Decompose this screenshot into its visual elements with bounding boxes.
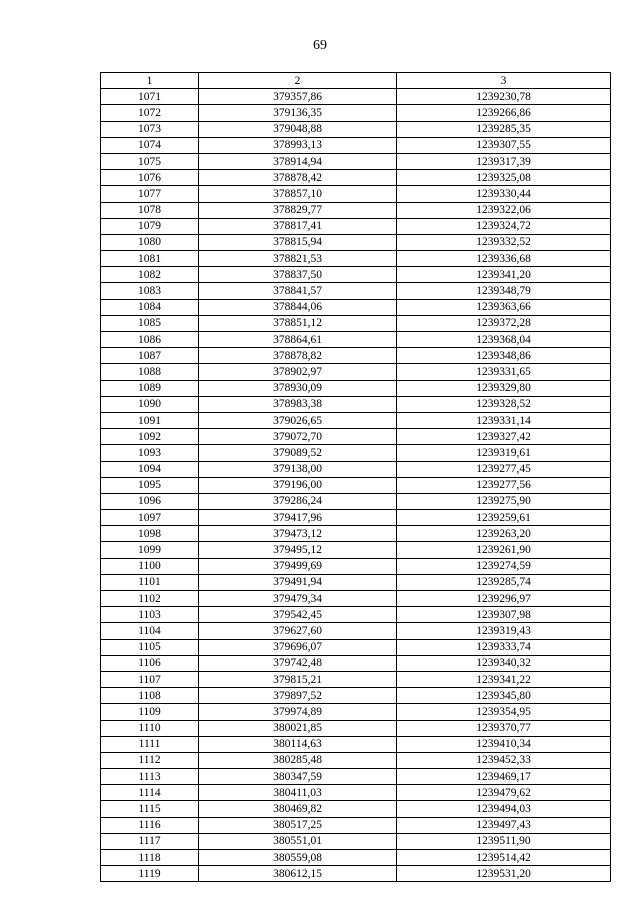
y-coordinate-cell: 1239370,77 — [397, 720, 611, 736]
x-coordinate-cell: 380559,08 — [199, 850, 397, 866]
point-number-cell: 1077 — [101, 186, 199, 202]
table-row — [101, 591, 611, 607]
point-number-cell: 1107 — [101, 671, 199, 687]
point-number-cell: 1097 — [101, 510, 199, 526]
table-row — [101, 267, 611, 283]
y-coordinate-cell: 1239452,33 — [397, 752, 611, 768]
point-number-cell: 1086 — [101, 332, 199, 348]
table-row — [101, 752, 611, 768]
y-coordinate-cell: 1239274,59 — [397, 558, 611, 574]
table-row — [101, 251, 611, 267]
x-coordinate-cell: 379357,86 — [199, 89, 397, 105]
y-coordinate-cell: 1239327,42 — [397, 429, 611, 445]
x-coordinate-cell: 379136,35 — [199, 105, 397, 121]
x-coordinate-cell: 379815,21 — [199, 671, 397, 687]
point-number-cell: 1100 — [101, 558, 199, 574]
table-row — [101, 510, 611, 526]
point-number-cell: 1083 — [101, 283, 199, 299]
x-coordinate-cell: 378878,82 — [199, 348, 397, 364]
y-coordinate-cell: 1239345,80 — [397, 688, 611, 704]
point-number-cell: 1087 — [101, 348, 199, 364]
x-coordinate-cell: 379499,69 — [199, 558, 397, 574]
y-coordinate-cell: 1239296,97 — [397, 591, 611, 607]
table-row — [101, 493, 611, 509]
table-header — [101, 73, 611, 89]
x-coordinate-cell: 379479,34 — [199, 591, 397, 607]
y-coordinate-cell: 1239317,39 — [397, 153, 611, 169]
point-number-cell: 1109 — [101, 704, 199, 720]
table-row — [101, 121, 611, 137]
table-row — [101, 105, 611, 121]
table-row — [101, 396, 611, 412]
x-coordinate-cell: 379196,00 — [199, 477, 397, 493]
x-coordinate-cell: 380517,25 — [199, 817, 397, 833]
table-row — [101, 364, 611, 380]
table-row — [101, 170, 611, 186]
y-coordinate-cell: 1239328,52 — [397, 396, 611, 412]
point-number-cell: 1118 — [101, 850, 199, 866]
y-coordinate-cell: 1239261,90 — [397, 542, 611, 558]
table-row — [101, 315, 611, 331]
x-coordinate-cell: 379742,48 — [199, 655, 397, 671]
y-coordinate-cell: 1239497,43 — [397, 817, 611, 833]
y-coordinate-cell: 1239372,28 — [397, 315, 611, 331]
y-coordinate-cell: 1239319,43 — [397, 623, 611, 639]
point-number-cell: 1116 — [101, 817, 199, 833]
x-coordinate-cell: 380285,48 — [199, 752, 397, 768]
table-body — [101, 89, 611, 882]
y-coordinate-cell: 1239341,22 — [397, 671, 611, 687]
x-coordinate-cell: 379491,94 — [199, 574, 397, 590]
point-number-cell: 1106 — [101, 655, 199, 671]
point-number-cell: 1099 — [101, 542, 199, 558]
x-coordinate-cell: 379974,89 — [199, 704, 397, 720]
x-coordinate-cell: 378837,50 — [199, 267, 397, 283]
y-coordinate-cell: 1239330,44 — [397, 186, 611, 202]
x-coordinate-cell: 379696,07 — [199, 639, 397, 655]
point-number-cell: 1102 — [101, 591, 199, 607]
table-row — [101, 299, 611, 315]
point-number-cell: 1111 — [101, 736, 199, 752]
y-coordinate-cell: 1239368,04 — [397, 332, 611, 348]
x-coordinate-cell: 379048,88 — [199, 121, 397, 137]
x-coordinate-cell: 380411,03 — [199, 785, 397, 801]
x-coordinate-cell: 378844,06 — [199, 299, 397, 315]
x-coordinate-cell: 378841,57 — [199, 283, 397, 299]
point-number-cell: 1092 — [101, 429, 199, 445]
y-coordinate-cell: 1239263,20 — [397, 526, 611, 542]
table-row — [101, 445, 611, 461]
y-coordinate-cell: 1239259,61 — [397, 510, 611, 526]
point-number-cell: 1095 — [101, 477, 199, 493]
x-coordinate-cell: 378930,09 — [199, 380, 397, 396]
y-coordinate-cell: 1239494,03 — [397, 801, 611, 817]
y-coordinate-cell: 1239324,72 — [397, 218, 611, 234]
y-coordinate-cell: 1239354,95 — [397, 704, 611, 720]
table-row — [101, 655, 611, 671]
column-header-3: 3 — [397, 73, 611, 89]
table-row — [101, 461, 611, 477]
x-coordinate-cell: 379138,00 — [199, 461, 397, 477]
x-coordinate-cell: 378815,94 — [199, 234, 397, 250]
y-coordinate-cell: 1239340,32 — [397, 655, 611, 671]
table-row — [101, 348, 611, 364]
table-row — [101, 332, 611, 348]
table-row — [101, 283, 611, 299]
y-coordinate-cell: 1239319,61 — [397, 445, 611, 461]
x-coordinate-cell: 378821,53 — [199, 251, 397, 267]
point-number-cell: 1091 — [101, 412, 199, 428]
table-row — [101, 866, 611, 882]
y-coordinate-cell: 1239410,34 — [397, 736, 611, 752]
point-number-cell: 1085 — [101, 315, 199, 331]
point-number-cell: 1089 — [101, 380, 199, 396]
table-row — [101, 186, 611, 202]
x-coordinate-cell: 378829,77 — [199, 202, 397, 218]
x-coordinate-cell: 379417,96 — [199, 510, 397, 526]
y-coordinate-cell: 1239332,52 — [397, 234, 611, 250]
point-number-cell: 1094 — [101, 461, 199, 477]
point-number-cell: 1078 — [101, 202, 199, 218]
y-coordinate-cell: 1239325,08 — [397, 170, 611, 186]
table-row — [101, 429, 611, 445]
point-number-cell: 1093 — [101, 445, 199, 461]
point-number-cell: 1081 — [101, 251, 199, 267]
coordinates-table — [100, 72, 611, 882]
table-row — [101, 477, 611, 493]
x-coordinate-cell: 380021,85 — [199, 720, 397, 736]
table-row — [101, 688, 611, 704]
point-number-cell: 1071 — [101, 89, 199, 105]
x-coordinate-cell: 379542,45 — [199, 607, 397, 623]
point-number-cell: 1084 — [101, 299, 199, 315]
table-row — [101, 218, 611, 234]
y-coordinate-cell: 1239266,86 — [397, 105, 611, 121]
y-coordinate-cell: 1239285,74 — [397, 574, 611, 590]
table-row — [101, 412, 611, 428]
point-number-cell: 1098 — [101, 526, 199, 542]
point-number-cell: 1113 — [101, 769, 199, 785]
table-row — [101, 639, 611, 655]
y-coordinate-cell: 1239331,14 — [397, 412, 611, 428]
point-number-cell: 1104 — [101, 623, 199, 639]
x-coordinate-cell: 379072,70 — [199, 429, 397, 445]
table-row — [101, 558, 611, 574]
x-coordinate-cell: 378902,97 — [199, 364, 397, 380]
x-coordinate-cell: 379026,65 — [199, 412, 397, 428]
point-number-cell: 1088 — [101, 364, 199, 380]
table-row — [101, 671, 611, 687]
x-coordinate-cell: 378857,10 — [199, 186, 397, 202]
x-coordinate-cell: 380612,15 — [199, 866, 397, 882]
point-number-cell: 1079 — [101, 218, 199, 234]
y-coordinate-cell: 1239479,62 — [397, 785, 611, 801]
y-coordinate-cell: 1239285,35 — [397, 121, 611, 137]
table-row — [101, 202, 611, 218]
x-coordinate-cell: 379495,12 — [199, 542, 397, 558]
x-coordinate-cell: 378878,42 — [199, 170, 397, 186]
point-number-cell: 1073 — [101, 121, 199, 137]
point-number-cell: 1112 — [101, 752, 199, 768]
table-row — [101, 380, 611, 396]
table-row — [101, 801, 611, 817]
table-row — [101, 234, 611, 250]
table-row — [101, 785, 611, 801]
x-coordinate-cell: 380551,01 — [199, 833, 397, 849]
x-coordinate-cell: 378817,41 — [199, 218, 397, 234]
point-number-cell: 1114 — [101, 785, 199, 801]
x-coordinate-cell: 379473,12 — [199, 526, 397, 542]
x-coordinate-cell: 378864,61 — [199, 332, 397, 348]
y-coordinate-cell: 1239531,20 — [397, 866, 611, 882]
point-number-cell: 1103 — [101, 607, 199, 623]
y-coordinate-cell: 1239277,45 — [397, 461, 611, 477]
point-number-cell: 1105 — [101, 639, 199, 655]
point-number-cell: 1108 — [101, 688, 199, 704]
y-coordinate-cell: 1239333,74 — [397, 639, 611, 655]
point-number-cell: 1072 — [101, 105, 199, 121]
point-number-cell: 1096 — [101, 493, 199, 509]
x-coordinate-cell: 378851,12 — [199, 315, 397, 331]
point-number-cell: 1076 — [101, 170, 199, 186]
point-number-cell: 1110 — [101, 720, 199, 736]
x-coordinate-cell: 378983,38 — [199, 396, 397, 412]
y-coordinate-cell: 1239329,80 — [397, 380, 611, 396]
y-coordinate-cell: 1239277,56 — [397, 477, 611, 493]
point-number-cell: 1115 — [101, 801, 199, 817]
x-coordinate-cell: 379286,24 — [199, 493, 397, 509]
x-coordinate-cell: 379897,52 — [199, 688, 397, 704]
table-row — [101, 769, 611, 785]
table-row — [101, 850, 611, 866]
table-row — [101, 153, 611, 169]
x-coordinate-cell: 380347,59 — [199, 769, 397, 785]
point-number-cell: 1101 — [101, 574, 199, 590]
y-coordinate-cell: 1239230,78 — [397, 89, 611, 105]
y-coordinate-cell: 1239331,65 — [397, 364, 611, 380]
y-coordinate-cell: 1239348,79 — [397, 283, 611, 299]
point-number-cell: 1074 — [101, 137, 199, 153]
x-coordinate-cell: 380114,63 — [199, 736, 397, 752]
point-number-cell: 1117 — [101, 833, 199, 849]
table-row — [101, 736, 611, 752]
header-row — [101, 73, 611, 89]
table-row — [101, 720, 611, 736]
y-coordinate-cell: 1239514,42 — [397, 850, 611, 866]
point-number-cell: 1119 — [101, 866, 199, 882]
column-header-1: 1 — [101, 73, 199, 89]
table-row — [101, 833, 611, 849]
x-coordinate-cell: 379627,60 — [199, 623, 397, 639]
y-coordinate-cell: 1239307,55 — [397, 137, 611, 153]
y-coordinate-cell: 1239322,06 — [397, 202, 611, 218]
point-number-cell: 1080 — [101, 234, 199, 250]
table-row — [101, 526, 611, 542]
y-coordinate-cell: 1239348,86 — [397, 348, 611, 364]
table-row — [101, 817, 611, 833]
table-row — [101, 623, 611, 639]
y-coordinate-cell: 1239469,17 — [397, 769, 611, 785]
point-number-cell: 1090 — [101, 396, 199, 412]
point-number-cell: 1075 — [101, 153, 199, 169]
table-row — [101, 542, 611, 558]
column-header-2: 2 — [199, 73, 397, 89]
page-number: 69 — [313, 38, 327, 53]
x-coordinate-cell: 378914,94 — [199, 153, 397, 169]
y-coordinate-cell: 1239307,98 — [397, 607, 611, 623]
table-row — [101, 607, 611, 623]
x-coordinate-cell: 379089,52 — [199, 445, 397, 461]
y-coordinate-cell: 1239363,66 — [397, 299, 611, 315]
y-coordinate-cell: 1239511,90 — [397, 833, 611, 849]
y-coordinate-cell: 1239336,68 — [397, 251, 611, 267]
y-coordinate-cell: 1239341,20 — [397, 267, 611, 283]
y-coordinate-cell: 1239275,90 — [397, 493, 611, 509]
x-coordinate-cell: 378993,13 — [199, 137, 397, 153]
x-coordinate-cell: 380469,82 — [199, 801, 397, 817]
point-number-cell: 1082 — [101, 267, 199, 283]
table-row — [101, 704, 611, 720]
table-row — [101, 574, 611, 590]
table-row — [101, 89, 611, 105]
table-row — [101, 137, 611, 153]
